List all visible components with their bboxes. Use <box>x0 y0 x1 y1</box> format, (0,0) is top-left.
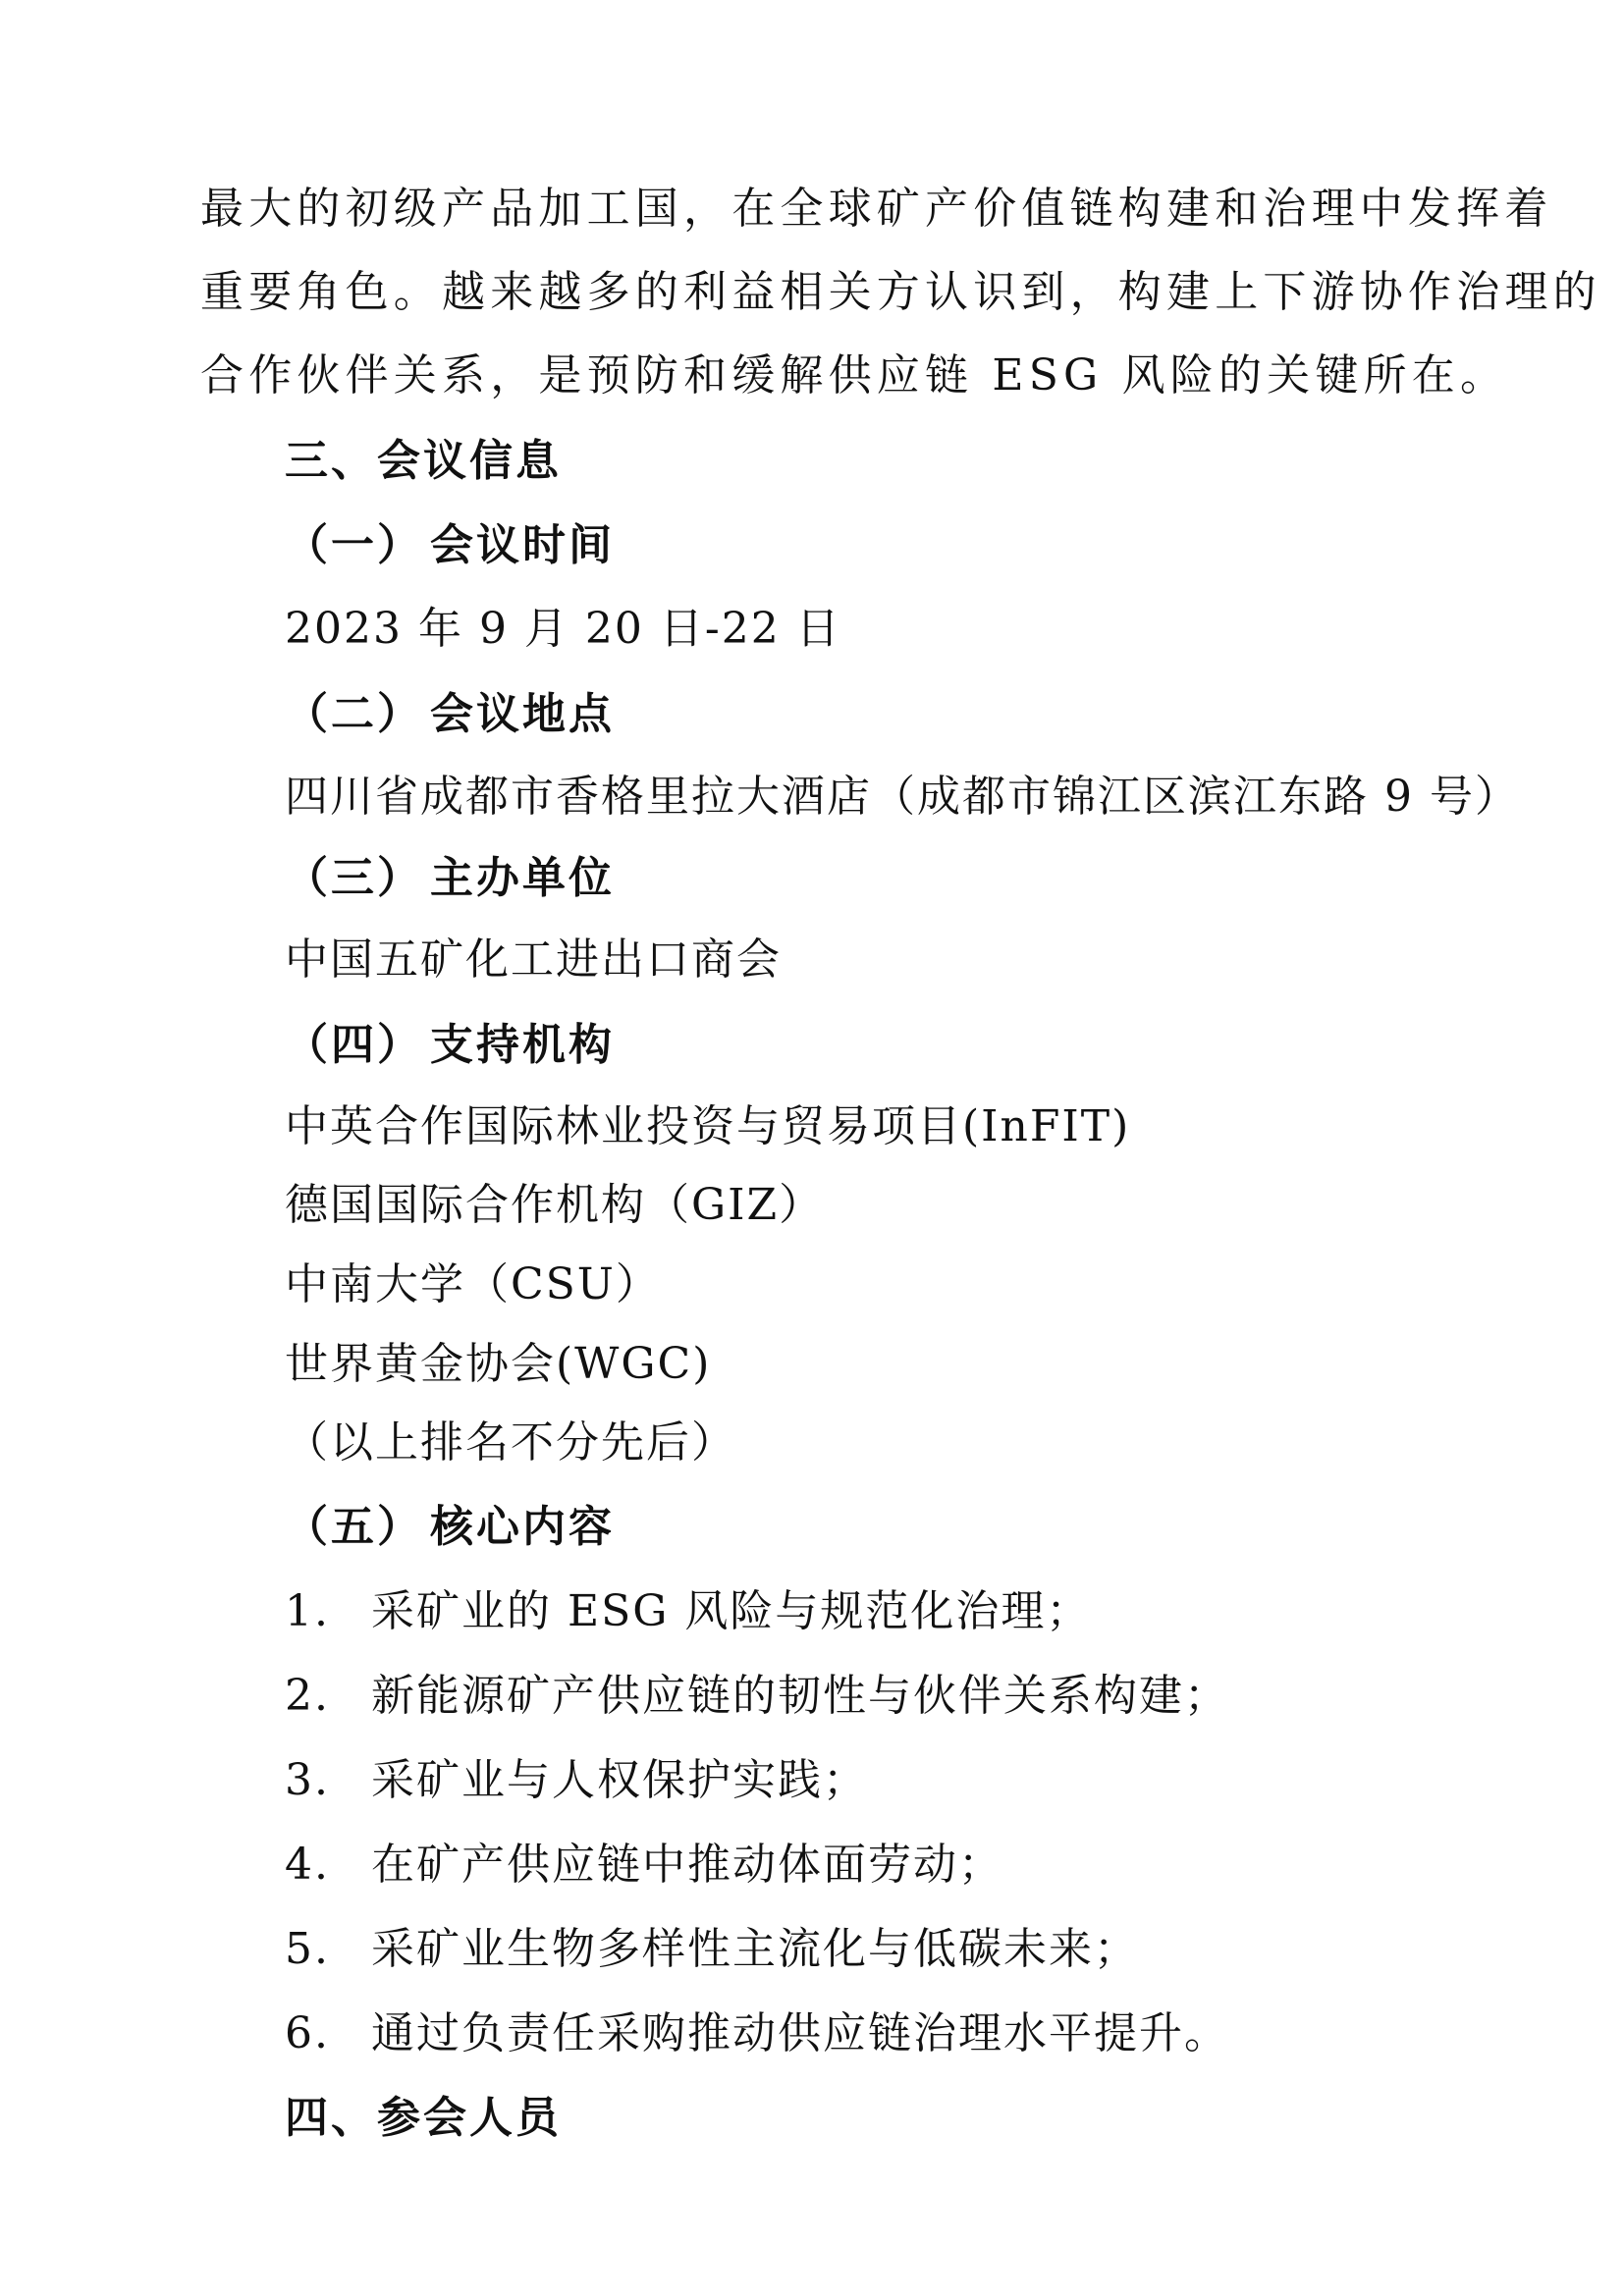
intro-line-3: 合作伙伴关系，是预防和缓解供应链 ESG 风险的关键所在。 <box>200 350 1509 400</box>
subsection-label: 核心内容 <box>430 1502 615 1552</box>
item-text: 采矿业生物多样性主流化与低碳未来； <box>371 1924 1139 1974</box>
item-text: 在矿产供应链中推动体面劳动； <box>371 1840 1003 1890</box>
item-number: 4. <box>285 1840 330 1890</box>
supporter-item: 中南大学（CSU） <box>285 1259 661 1309</box>
subsection-label: 主办单位 <box>430 853 615 903</box>
core-content-item <box>285 1838 1003 1893</box>
item-text: 通过负责任采购推动供应链治理水平提升。 <box>371 2008 1229 2058</box>
item-text: 采矿业与人权保护实践； <box>371 1755 868 1805</box>
subsection-label: 会议时间 <box>430 520 615 570</box>
item-number: 1. <box>285 1586 330 1636</box>
item-text: 新能源矿产供应链的韧性与伙伴关系构建； <box>371 1671 1229 1721</box>
item-number: 6. <box>285 2008 330 2058</box>
supporter-item: 德国国际合作机构（GIZ） <box>285 1180 825 1230</box>
subsection-number: （一） <box>285 520 423 570</box>
subsection-label: 支持机构 <box>430 1020 615 1070</box>
intro-line-1: 最大的初级产品加工国，在全球矿产价值链构建和治理中发挥着 <box>200 184 1553 234</box>
section-3-title: 三、会议信息 <box>285 436 562 486</box>
intro-line-2: 重要角色。越来越多的利益相关方认识到，构建上下游协作治理的 <box>200 267 1601 317</box>
subsection-supporters-heading <box>285 1018 615 1073</box>
subsection-number: （二） <box>285 689 423 739</box>
subsection-number: （五） <box>285 1502 423 1552</box>
core-content-item <box>285 1922 1139 1977</box>
supporters-note: （以上排名不分先后） <box>285 1417 736 1468</box>
subsection-number: （四） <box>285 1020 423 1070</box>
supporter-item: 中英合作国际林业投资与贸易项目(InFIT) <box>285 1101 1131 1151</box>
subsection-venue-heading <box>285 687 615 742</box>
item-number: 2. <box>285 1671 330 1721</box>
subsection-core-heading <box>285 1500 615 1555</box>
section-4-title: 四、参会人员 <box>285 2093 562 2143</box>
item-number: 3. <box>285 1755 330 1805</box>
subsection-number: （三） <box>285 853 423 903</box>
item-number: 5. <box>285 1924 330 1974</box>
core-content-item <box>285 1584 1091 1639</box>
meeting-venue-value: 四川省成都市香格里拉大酒店（成都市锦江区滨江东路 9 号） <box>285 772 1520 822</box>
meeting-time-value: 2023 年 9 月 20 日-22 日 <box>285 604 841 654</box>
supporter-item: 世界黄金协会(WGC) <box>285 1339 712 1389</box>
core-content-item <box>285 1753 868 1808</box>
subsection-label: 会议地点 <box>430 689 615 739</box>
item-text: 采矿业的 ESG 风险与规范化治理； <box>371 1586 1092 1636</box>
subsection-host-heading <box>285 851 615 906</box>
core-content-item <box>285 1669 1229 1724</box>
host-organization-value: 中国五矿化工进出口商会 <box>285 934 782 985</box>
subsection-time-heading <box>285 518 615 573</box>
core-content-item <box>285 2006 1229 2061</box>
